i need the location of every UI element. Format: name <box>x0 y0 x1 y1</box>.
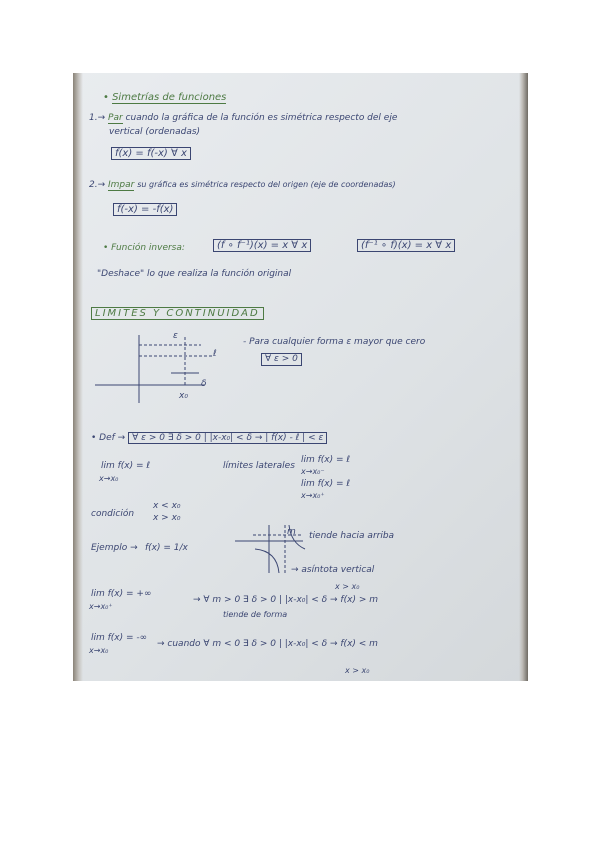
par-formula: f(x) = f(-x) ∀ x <box>111 147 191 160</box>
par-title: Par <box>108 113 123 123</box>
tiende-de-forma: tiende de forma <box>223 610 288 619</box>
par-text: cuando la gráfica de la función es simétrica respecto del eje <box>125 113 398 123</box>
def-label: • Def → <box>91 433 126 443</box>
par-text2: vertical (ordenadas) <box>109 127 201 137</box>
def-line <box>91 433 327 444</box>
lateral-limit-1-sub: x→x₀⁻ <box>301 467 325 476</box>
x-gt-x0-top: x > x₀ <box>335 582 360 591</box>
inversa-formula-1: (f ∘ f⁻¹)(x) = x ∀ x <box>213 239 311 252</box>
plus-inf-formula: → ∀ m > 0 ∃ δ > 0 | |x-x₀| < δ → f(x) > m <box>193 595 378 605</box>
notebook-photo <box>73 73 528 681</box>
minus-inf-formula: → cuando ∀ m < 0 ∃ δ > 0 | |x-x₀| < δ → f(x) < m <box>157 639 378 649</box>
impar-text: su gráfica es simétrica respecto del origen (eje de coordenadas) <box>137 180 396 189</box>
ejemplo-function: f(x) = 1/x <box>145 543 188 553</box>
lim-minus-inf-sub: x→x₀ <box>89 646 109 655</box>
delta-label: δ <box>201 379 207 389</box>
deshace-text: "Deshace" lo que realiza la función original <box>97 269 292 279</box>
lateral-limit-2-sub: x→x₀⁺ <box>301 491 325 500</box>
inversa-label: • Función inversa: <box>103 243 185 253</box>
m-label: m <box>287 527 296 537</box>
lim-basic-sub: x→x₀ <box>99 474 119 483</box>
def-formula: ∀ ε > 0 ∃ δ > 0 | |x-x₀| < δ → | f(x) - ℓ | < ε <box>128 432 327 444</box>
para-cualquier: - Para cualquier forma ε mayor que cero <box>243 337 426 347</box>
lim-plus-inf-sub: x→x₀⁺ <box>89 602 113 611</box>
impar-title: Impar <box>108 180 135 190</box>
condition-1: x < x₀ <box>153 501 181 511</box>
x0-label: x₀ <box>179 391 188 401</box>
impar-formula: f(-x) = -f(x) <box>113 203 177 216</box>
limites-laterales: límites laterales <box>223 461 295 471</box>
asintota-label: → asíntota vertical <box>291 565 375 575</box>
lateral-limit-2: lim f(x) = ℓ <box>301 479 351 489</box>
lim-plus-inf: lim f(x) = +∞ <box>91 589 152 599</box>
condicion-label: condición <box>91 509 135 519</box>
condition-2: x > x₀ <box>153 513 181 523</box>
heading-bullet: • <box>103 92 113 103</box>
lim-minus-inf: lim f(x) = -∞ <box>91 633 148 643</box>
lateral-limit-1: lim f(x) = ℓ <box>301 455 351 465</box>
lim-basic: lim f(x) = ℓ <box>101 461 151 471</box>
epsilon-condition: ∀ ε > 0 <box>261 353 302 366</box>
par-number: 1.→ <box>89 113 106 123</box>
l-label: ℓ <box>213 349 217 359</box>
limites-title: LIMITES Y CONTINUIDAD <box>91 307 264 320</box>
epsilon-label: ε <box>173 331 178 341</box>
tiende-arriba: tiende hacia arriba <box>309 531 395 541</box>
impar-number: 2.→ <box>89 180 106 190</box>
inversa-formula-2: (f⁻¹ ∘ f)(x) = x ∀ x <box>357 239 455 252</box>
x-gt-x0-bottom: x > x₀ <box>345 666 370 675</box>
heading-text: Simetrías de funciones <box>112 92 227 103</box>
ejemplo-label: Ejemplo → <box>91 543 138 553</box>
graph2-curve-left <box>255 549 279 573</box>
